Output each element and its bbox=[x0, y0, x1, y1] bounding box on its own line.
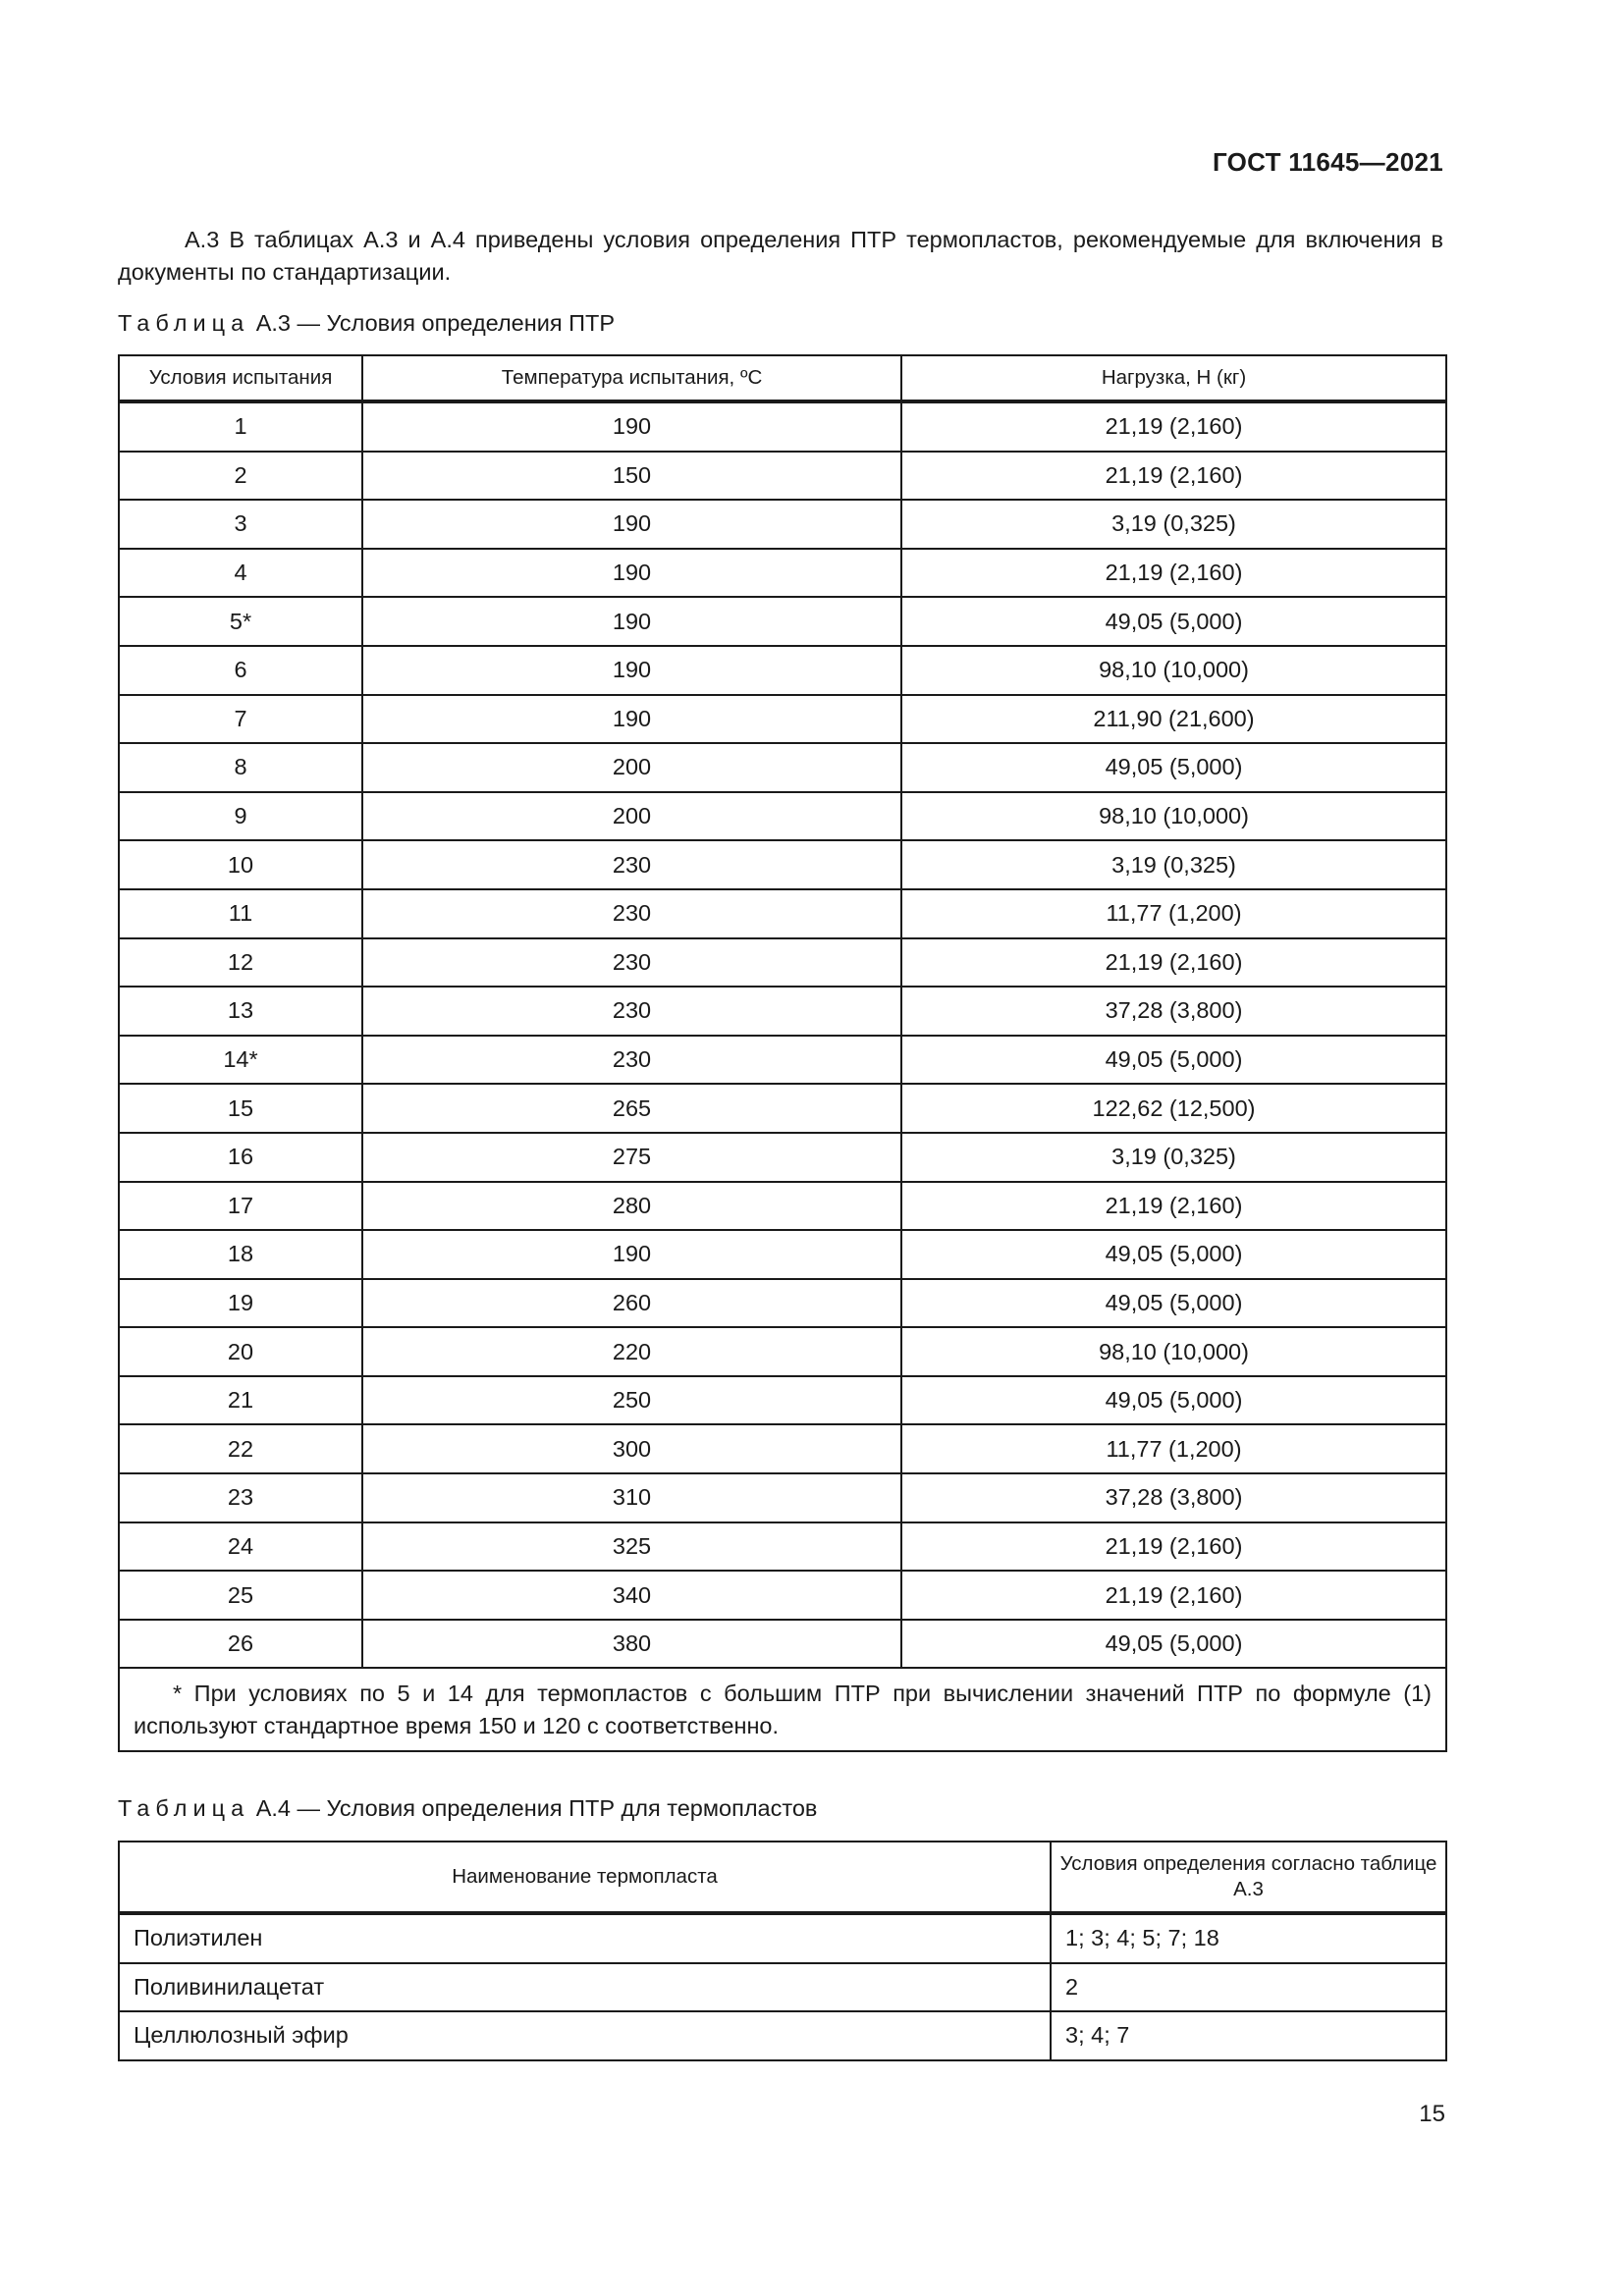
table-row bbox=[119, 1424, 1446, 1473]
table-row bbox=[119, 500, 1446, 549]
cell-load: 37,28 (3,800) bbox=[901, 987, 1446, 1036]
table-a3-header-load: Нагрузка, Н (кг) bbox=[901, 355, 1446, 401]
table-a3-header-row bbox=[119, 355, 1446, 401]
cell-temperature: 275 bbox=[362, 1133, 901, 1182]
cell-temperature: 230 bbox=[362, 1036, 901, 1085]
cell-load: 49,05 (5,000) bbox=[901, 1620, 1446, 1669]
cell-test-condition: 5* bbox=[119, 597, 362, 646]
table-row bbox=[119, 1522, 1446, 1572]
cell-test-condition: 20 bbox=[119, 1327, 362, 1376]
table-a3-caption-title: А.3 — Условия определения ПТР bbox=[255, 310, 616, 336]
cell-conditions: 3; 4; 7 bbox=[1051, 2011, 1446, 2060]
cell-thermoplastic-name: Полиэтилен bbox=[119, 1913, 1051, 1963]
table-row bbox=[119, 743, 1446, 792]
cell-temperature: 230 bbox=[362, 987, 901, 1036]
cell-temperature: 250 bbox=[362, 1376, 901, 1425]
cell-temperature: 230 bbox=[362, 889, 901, 938]
table-a3-body bbox=[119, 401, 1446, 1668]
cell-test-condition: 25 bbox=[119, 1571, 362, 1620]
table-row bbox=[119, 695, 1446, 744]
cell-test-condition: 24 bbox=[119, 1522, 362, 1572]
cell-load: 3,19 (0,325) bbox=[901, 840, 1446, 889]
cell-temperature: 230 bbox=[362, 938, 901, 988]
cell-test-condition: 23 bbox=[119, 1473, 362, 1522]
cell-load: 49,05 (5,000) bbox=[901, 743, 1446, 792]
cell-load: 122,62 (12,500) bbox=[901, 1084, 1446, 1133]
cell-test-condition: 19 bbox=[119, 1279, 362, 1328]
cell-load: 21,19 (2,160) bbox=[901, 452, 1446, 501]
table-row bbox=[119, 987, 1446, 1036]
cell-temperature: 310 bbox=[362, 1473, 901, 1522]
cell-load: 21,19 (2,160) bbox=[901, 1522, 1446, 1572]
cell-load: 21,19 (2,160) bbox=[901, 1182, 1446, 1231]
cell-temperature: 300 bbox=[362, 1424, 901, 1473]
cell-temperature: 220 bbox=[362, 1327, 901, 1376]
cell-test-condition: 9 bbox=[119, 792, 362, 841]
table-row bbox=[119, 452, 1446, 501]
cell-temperature: 280 bbox=[362, 1182, 901, 1231]
cell-temperature: 340 bbox=[362, 1571, 901, 1620]
table-a3 bbox=[118, 354, 1447, 1752]
table-a4-header-row bbox=[119, 1842, 1446, 1913]
cell-load: 37,28 (3,800) bbox=[901, 1473, 1446, 1522]
table-a4-header-conditions: Условия определения согласно таблице А.3 bbox=[1051, 1842, 1446, 1913]
table-row bbox=[119, 1230, 1446, 1279]
table-a4-body bbox=[119, 1913, 1446, 2060]
cell-test-condition: 10 bbox=[119, 840, 362, 889]
cell-load: 3,19 (0,325) bbox=[901, 500, 1446, 549]
cell-test-condition: 18 bbox=[119, 1230, 362, 1279]
standard-designation: ГОСТ 11645—2021 bbox=[1212, 147, 1443, 177]
cell-test-condition: 11 bbox=[119, 889, 362, 938]
cell-temperature: 380 bbox=[362, 1620, 901, 1669]
cell-load: 11,77 (1,200) bbox=[901, 889, 1446, 938]
cell-test-condition: 14* bbox=[119, 1036, 362, 1085]
cell-thermoplastic-name: Поливинилацетат bbox=[119, 1963, 1051, 2012]
table-row bbox=[119, 1473, 1446, 1522]
cell-test-condition: 7 bbox=[119, 695, 362, 744]
cell-conditions: 2 bbox=[1051, 1963, 1446, 2012]
table-row bbox=[119, 1084, 1446, 1133]
cell-load: 21,19 (2,160) bbox=[901, 401, 1446, 452]
cell-temperature: 190 bbox=[362, 1230, 901, 1279]
table-row bbox=[119, 1327, 1446, 1376]
cell-load: 3,19 (0,325) bbox=[901, 1133, 1446, 1182]
table-row bbox=[119, 1963, 1446, 2012]
cell-test-condition: 26 bbox=[119, 1620, 362, 1669]
cell-load: 98,10 (10,000) bbox=[901, 646, 1446, 695]
cell-load: 11,77 (1,200) bbox=[901, 1424, 1446, 1473]
cell-temperature: 230 bbox=[362, 840, 901, 889]
table-a3-caption-label: Таблица bbox=[118, 310, 250, 336]
table-row bbox=[119, 401, 1446, 452]
cell-load: 21,19 (2,160) bbox=[901, 1571, 1446, 1620]
cell-temperature: 190 bbox=[362, 500, 901, 549]
cell-test-condition: 1 bbox=[119, 401, 362, 452]
cell-temperature: 260 bbox=[362, 1279, 901, 1328]
table-row bbox=[119, 1913, 1446, 1963]
cell-load: 49,05 (5,000) bbox=[901, 1036, 1446, 1085]
cell-load: 98,10 (10,000) bbox=[901, 1327, 1446, 1376]
table-row bbox=[119, 597, 1446, 646]
cell-temperature: 190 bbox=[362, 597, 901, 646]
cell-load: 49,05 (5,000) bbox=[901, 1279, 1446, 1328]
cell-test-condition: 12 bbox=[119, 938, 362, 988]
table-a3-header-temperature: Температура испытания, ºС bbox=[362, 355, 901, 401]
cell-test-condition: 15 bbox=[119, 1084, 362, 1133]
table-row bbox=[119, 938, 1446, 988]
table-row bbox=[119, 1182, 1446, 1231]
cell-temperature: 200 bbox=[362, 792, 901, 841]
table-row bbox=[119, 840, 1446, 889]
table-a4-header-name: Наименование термопласта bbox=[119, 1842, 1051, 1913]
cell-test-condition: 6 bbox=[119, 646, 362, 695]
cell-temperature: 190 bbox=[362, 695, 901, 744]
table-a4 bbox=[118, 1841, 1447, 2061]
cell-load: 21,19 (2,160) bbox=[901, 549, 1446, 598]
table-a4-caption-title: А.4 — Условия определения ПТР для термопластов bbox=[255, 1795, 818, 1821]
cell-test-condition: 13 bbox=[119, 987, 362, 1036]
cell-temperature: 265 bbox=[362, 1084, 901, 1133]
cell-load: 21,19 (2,160) bbox=[901, 938, 1446, 988]
intro-paragraph: А.3 В таблицах А.3 и А.4 приведены условия определения ПТР термопластов, рекомендуемые для включения в документы по стандартизации. bbox=[118, 227, 1443, 285]
table-a3-header-conditions: Условия испытания bbox=[119, 355, 362, 401]
table-row bbox=[119, 1376, 1446, 1425]
cell-test-condition: 21 bbox=[119, 1376, 362, 1425]
table-a3-caption bbox=[118, 310, 615, 337]
table-row bbox=[119, 1620, 1446, 1669]
table-row bbox=[119, 1036, 1446, 1085]
table-row bbox=[119, 2011, 1446, 2060]
cell-load: 49,05 (5,000) bbox=[901, 1230, 1446, 1279]
cell-load: 98,10 (10,000) bbox=[901, 792, 1446, 841]
table-row bbox=[119, 1133, 1446, 1182]
cell-temperature: 190 bbox=[362, 401, 901, 452]
table-a4-caption bbox=[118, 1795, 817, 1822]
cell-test-condition: 3 bbox=[119, 500, 362, 549]
cell-load: 49,05 (5,000) bbox=[901, 1376, 1446, 1425]
cell-test-condition: 4 bbox=[119, 549, 362, 598]
cell-load: 211,90 (21,600) bbox=[901, 695, 1446, 744]
cell-test-condition: 16 bbox=[119, 1133, 362, 1182]
table-row bbox=[119, 1279, 1446, 1328]
table-row bbox=[119, 889, 1446, 938]
table-a4-caption-label: Таблица bbox=[118, 1795, 250, 1821]
table-a3-footnote-row bbox=[119, 1668, 1446, 1751]
table-a3-footnote: * При условиях по 5 и 14 для термопластов с большим ПТР при вычислении значений ПТР по формуле (1) используют стандартное время 150 и 120 с соответственно. bbox=[119, 1668, 1446, 1751]
cell-temperature: 190 bbox=[362, 549, 901, 598]
cell-test-condition: 22 bbox=[119, 1424, 362, 1473]
page-number: 15 bbox=[1419, 2101, 1445, 2127]
table-row bbox=[119, 549, 1446, 598]
cell-test-condition: 8 bbox=[119, 743, 362, 792]
table-row bbox=[119, 1571, 1446, 1620]
cell-temperature: 190 bbox=[362, 646, 901, 695]
cell-conditions: 1; 3; 4; 5; 7; 18 bbox=[1051, 1913, 1446, 1963]
table-row bbox=[119, 646, 1446, 695]
cell-load: 49,05 (5,000) bbox=[901, 597, 1446, 646]
cell-test-condition: 17 bbox=[119, 1182, 362, 1231]
cell-thermoplastic-name: Целлюлозный эфир bbox=[119, 2011, 1051, 2060]
cell-temperature: 325 bbox=[362, 1522, 901, 1572]
table-row bbox=[119, 792, 1446, 841]
cell-temperature: 150 bbox=[362, 452, 901, 501]
cell-test-condition: 2 bbox=[119, 452, 362, 501]
cell-temperature: 200 bbox=[362, 743, 901, 792]
